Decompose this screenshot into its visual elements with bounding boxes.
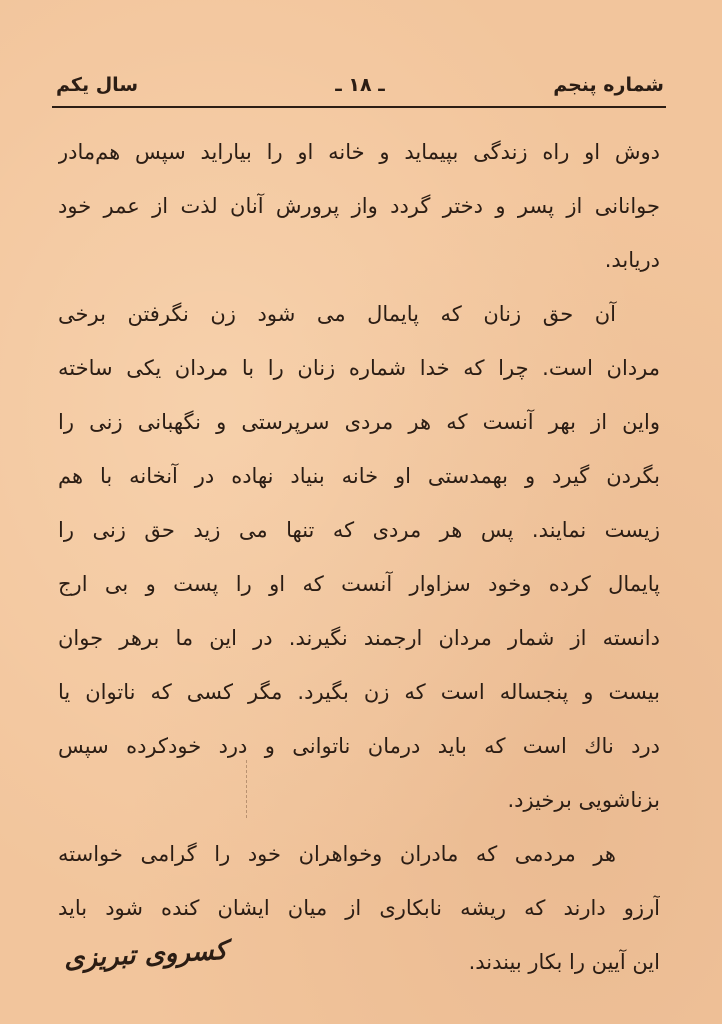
page-number: ـ ١٨ ـ bbox=[335, 74, 385, 96]
paragraph-2 bbox=[58, 287, 660, 827]
page-header bbox=[56, 68, 664, 104]
text-line: دریابد. bbox=[604, 248, 660, 272]
text-line: هر مردمی که مادران وخواهران خود را گرامی خواسته bbox=[58, 842, 616, 866]
text-line: دانسته از شمار مردان ارجمند نگیرند. در این ما برهر جوان bbox=[58, 626, 660, 650]
text-line: واین از بهر آنست که هر مردی سرپرستی و نگهبانی زنی را bbox=[58, 410, 660, 434]
paper-crease bbox=[246, 760, 247, 818]
text-line: آرزو دارند که ریشه نابکاری از میان ایشان کنده شود باید bbox=[58, 896, 660, 920]
issue-label: شماره پنجم bbox=[553, 74, 664, 96]
text-line: بزناشویی برخیزد. bbox=[507, 788, 660, 812]
text-line: پایمال کرده وخود سزاوار آنست که او را پست و بی ارج bbox=[58, 572, 660, 596]
text-line: آن حق زنان که پایمال می شود زن نگرفتن برخی bbox=[58, 302, 616, 326]
article-body bbox=[58, 125, 660, 989]
text-line: دوش او راه زندگی بپیماید و خانه او را بیاراید سپس هم‌مادر bbox=[58, 140, 660, 164]
text-line: بگردن گیرد و بهمدستی او خانه بنیاد نهاده در آنخانه با هم bbox=[58, 464, 660, 488]
year-label: سال یکم bbox=[56, 74, 139, 96]
text-line: مردان است. چرا که خدا شماره زنان را با مردان یکی ساخته bbox=[58, 356, 660, 380]
text-line: بیست و پنجساله است که زن بگیرد. مگر کسی که ناتوان یا bbox=[58, 680, 660, 704]
text-line: زیست نمایند. پس هر مردی که تنها می زید حق زنی را bbox=[58, 518, 660, 542]
author-signature: کسروی تبریزی bbox=[63, 935, 228, 975]
paragraph-1 bbox=[58, 125, 660, 287]
text-line: جوانانی از پسر و دختر گردد واز پرورش آنان لذت از عمر خود bbox=[58, 194, 660, 218]
header-rule bbox=[52, 106, 666, 108]
text-line: این آیین را بکار بیندند. bbox=[468, 950, 660, 974]
text-line: درد ناك است که باید درمان ناتوانی و درد خودکرده سپس bbox=[58, 734, 660, 758]
